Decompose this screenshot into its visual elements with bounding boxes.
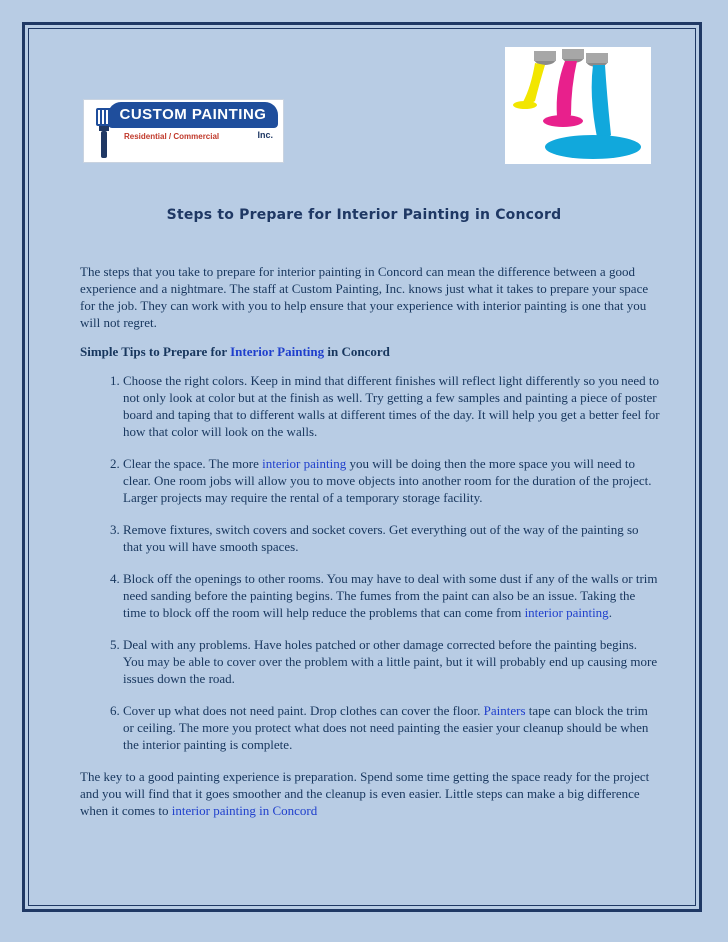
step-text: you will be doing then the more space you will need to clear. One room jobs will allow you to move objects into another room for the duration of the project. Larger projects may require the rental of a temporary storage facility. [123, 456, 652, 505]
step-text: Block off the openings to other rooms. You may have to deal with some dust if any of the walls or trim need sanding before the painting begins. The fumes from the paint can also be an issue. Taking the time to block off the room will help reduce the problems that can come from [123, 571, 658, 620]
step-text: Deal with any problems. Have holes patched or other damage corrected before the painting begins. You may be able to cover over the problem with a little paint, but it will probably end up causing more issues down the road. [123, 637, 658, 686]
page-title: Steps to Prepare for Interior Painting in Concord [166, 207, 562, 223]
intro-paragraph: The steps that you take to prepare for interior painting in Concord can mean the difference between a good experience and a nightmare. The staff at Custom Painting, Inc. knows just what it takes to prepare your space for the job. They can work with you to help ensure that your experience with interior painting is one that you will not regret. [80, 264, 649, 330]
step-text: tape can block the trim or ceiling. The more you protect what does not need painting the easier your cleanup should be when the interior painting is complete. [123, 703, 649, 752]
subheading-text: in Concord [324, 344, 390, 359]
logo-brand: CUSTOM PAINTING [108, 102, 278, 128]
list-item [123, 455, 660, 506]
subheading [80, 343, 660, 360]
step-text: Remove fixtures, switch covers and socket covers. Get everything out of the way of the painting so that you will have smooth spaces. [123, 522, 639, 554]
interior-painting-link[interactable]: Interior Painting [230, 344, 325, 359]
interior-painting-link[interactable]: interior painting [262, 456, 347, 471]
step-text: Clear the space. The more [123, 456, 263, 471]
painters-link[interactable]: Painters [483, 703, 526, 718]
logo-tagline: Residential / Commercial [124, 132, 220, 141]
company-logo [83, 99, 284, 163]
logo-inc: Inc. [257, 130, 273, 140]
list-item [123, 570, 660, 621]
interior-painting-link[interactable]: interior painting [524, 605, 609, 620]
paint-splash-image [505, 47, 651, 164]
list-item [123, 372, 660, 440]
steps-list [80, 372, 660, 753]
closing-paragraph [80, 768, 660, 819]
list-item [123, 636, 660, 687]
list-item [123, 521, 660, 555]
step-text: Choose the right colors. Keep in mind that different finishes will reflect light differently so you need to not only look at color but at the finish as well. Try getting a few samples and painting a piece of poster board and taping that to different walls at different times of the day. It will help you get a better feel for how that color will look on the walls. [123, 373, 660, 439]
subheading-text: Simple Tips to Prepare for [80, 344, 231, 359]
step-text: . [608, 605, 612, 620]
article-body [80, 263, 660, 819]
closing-text: The key to a good painting experience is preparation. Spend some time getting the space ready for the project and you will find that it goes smoother and the cleanup is even easier. Little steps can make a big difference when it comes to [80, 769, 650, 818]
step-text: Cover up what does not need paint. Drop clothes can cover the floor. [123, 703, 484, 718]
interior-painting-concord-link[interactable]: interior painting in Concord [171, 803, 318, 818]
list-item [123, 702, 660, 753]
